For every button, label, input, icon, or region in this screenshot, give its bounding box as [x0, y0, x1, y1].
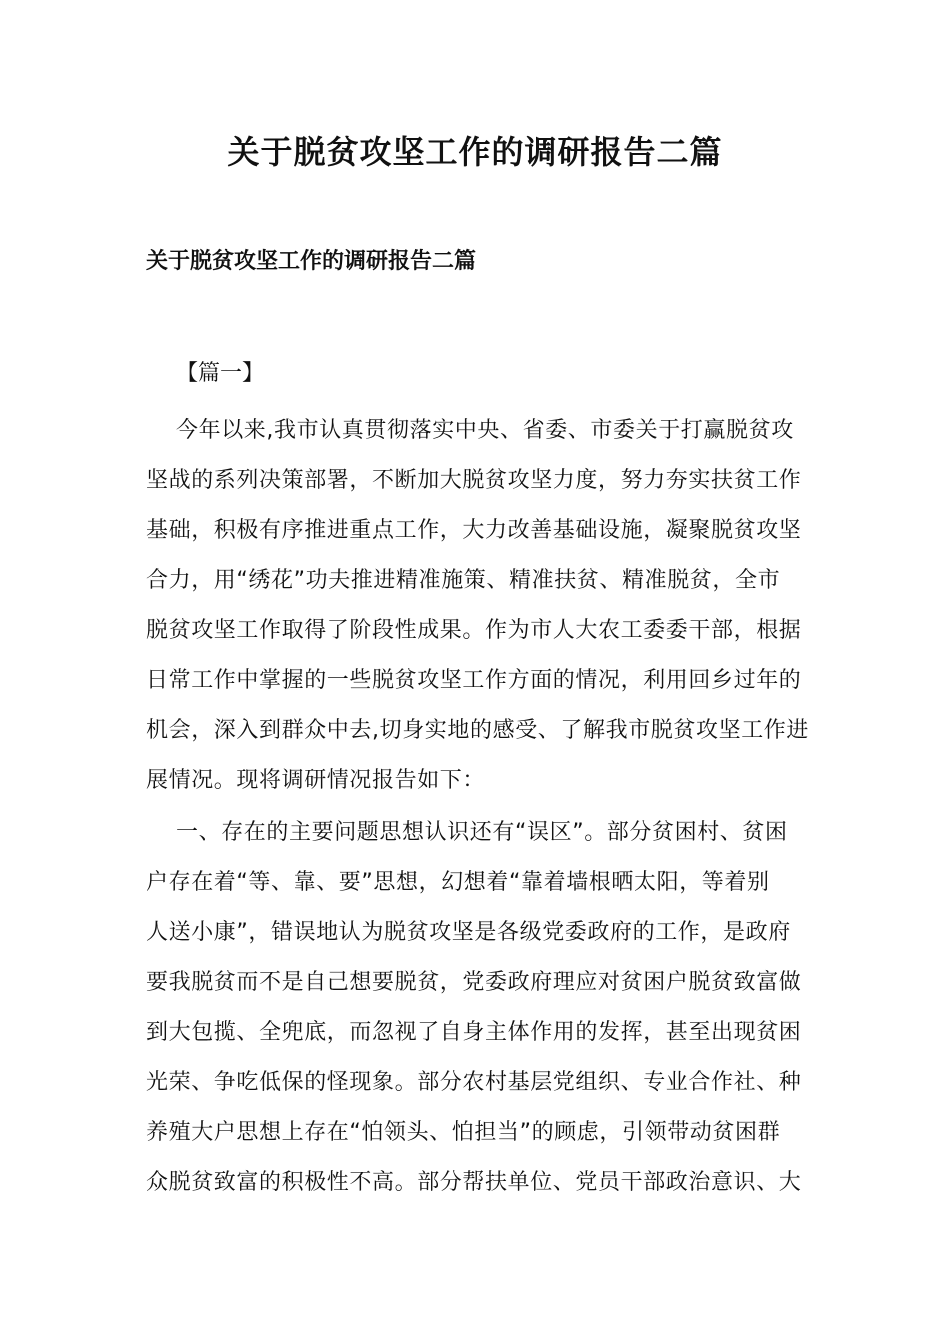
document-subtitle: 关于脱贫攻坚工作的调研报告二篇 — [146, 249, 477, 274]
document-title: 关于脱贫攻坚工作的调研报告二篇 — [227, 133, 723, 171]
paragraph-line: 光荣、争吃低保的怪现象。部分农村基层党组织、专业合作社、种 — [146, 1070, 802, 1095]
section-label: 【篇一】 — [176, 361, 265, 386]
paragraph-line: 基础，积极有序推进重点工作，大力改善基础设施，凝聚脱贫攻坚 — [146, 518, 802, 543]
paragraph-line: 人送小康”，错误地认为脱贫攻坚是各级党委政府的工作，是政府 — [146, 920, 791, 945]
paragraph-line: 坚战的系列决策部署，不断加大脱贫攻坚力度，努力夯实扶贫工作 — [146, 468, 802, 493]
paragraph-line: 脱贫攻坚工作取得了阶段性成果。作为市人大农工委委干部，根据 — [146, 618, 802, 643]
paragraph-line: 日常工作中掌握的一些脱贫攻坚工作方面的情况，利用回乡过年的 — [146, 668, 802, 693]
paragraph-2 — [146, 808, 808, 1208]
paragraph-line: 一、存在的主要问题思想认识还有“误区”。部分贫困村、贫困 — [176, 820, 788, 845]
paragraph-line: 合力，用“绣花”功夫推进精准施策、精准扶贫、精准脱贫，全市 — [146, 568, 781, 593]
paragraph-line: 机会，深入到群众中去,切身实地的感受、了解我市脱贫攻坚工作进 — [146, 718, 809, 743]
paragraph-line: 展情况。现将调研情况报告如下： — [146, 768, 486, 793]
paragraph-line: 到大包揽、全兜底，而忽视了自身主体作用的发挥，甚至出现贫困 — [146, 1020, 802, 1045]
paragraph-line: 要我脱贫而不是自己想要脱贫，党委政府理应对贫困户脱贫致富做 — [146, 970, 802, 995]
paragraph-line: 众脱贫致富的积极性不高。部分帮扶单位、党员干部政治意识、大 — [146, 1170, 802, 1195]
paragraph-1 — [146, 406, 808, 806]
paragraph-line: 养殖大户思想上存在“怕领头、怕担当”的顾虑，引领带动贫困群 — [146, 1120, 781, 1145]
paragraph-line: 今年以来,我市认真贯彻落实中央、省委、市委关于打赢脱贫攻 — [176, 418, 794, 443]
paragraph-line: 户存在着“等、靠、要”思想，幻想着“靠着墙根晒太阳，等着别 — [146, 870, 770, 895]
